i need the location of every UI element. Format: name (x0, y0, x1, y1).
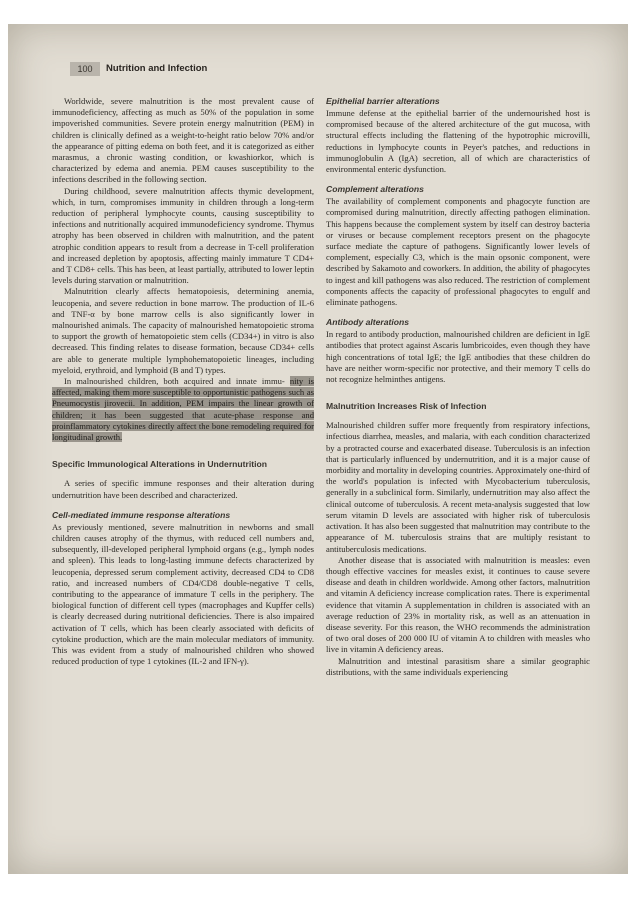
heading-epithelial-barrier: Epithelial barrier alterations (326, 96, 440, 106)
document-page (8, 24, 628, 874)
paragraph-malnutrition-overview: Worldwide, severe malnutrition is the most prevalent cause of immunodeficiency, affecting as much as 50% of the population in some impoverished communities. Severe protein energy malnutrition (PEM) in children is clinically defined as a weight-to-height ratio below 70% and/or the appearance of pitting edema on both feet, and it is categorized as either marasmus, a chronic wasting condition, or kwashiorkor, which is characterized by edema and anemia. PEM causes susceptibility to the infections described in the following section. (52, 96, 314, 185)
heading-cell-mediated: Cell-mediated immune response alterations (52, 509, 231, 520)
right-column (326, 96, 590, 678)
paragraph-epithelial-barrier: Immune defense at the epithelial barrier of the undernourished host is compromised because of the altered architecture of the gut mucosa, with structural effects including the flattening of the hypotrophic microvilli, reductions in lymphocyte counts in Peyer's patches, and reductions in immunoglobulin A (IgA) secretion, all of which are characteristics of environmental enteric dysfunction. (326, 108, 590, 175)
paragraph-measles: Another disease that is associated with malnutrition is measles: even though effective vaccines for measles exist, it continues to cause severe disease and death in children worldwide. Among other factors, malnutrition and vitamin A deficiency increase complication rates. There is experimental evidence that vitamin A supplementation in children is associated with an average reduction of 23% in mortality risk, as well as an attenuation in disease severity. For this reason, the WHO recommends the administration of two oral doses of 200 000 IU of vitamin A to children with measles who live in vitamin A deficiency areas. (326, 554, 590, 655)
paragraph-complement: The availability of complement components and phagocyte function are compromised during malnutrition, directly affecting pathogen elimination. This happens because the complement system by itself can destroy bacteria or viruses or because complement receptors present on the phagocyte surface mediate the capture of pathogens. Significantly lower levels of complement, especially C3, which is the main opsonic component, were described by Sakamoto and coworkers. In addition, the ability of phagocytes to ingest and kill pathogens was also reduced. The restriction of complement components affects the capacity of professional phagocytes to engulf and eliminate pathogens. (326, 196, 590, 308)
page-number: 100 (70, 62, 100, 76)
heading-antibody: Antibody alterations (326, 317, 410, 328)
heading-specific-immunological-alterations: Specific Immunological Alterations in Undernutrition (52, 459, 268, 470)
left-column (52, 96, 314, 667)
heading-malnutrition-infection-risk: Malnutrition Increases Risk of Infection (326, 401, 487, 412)
paragraph-antibody: In regard to antibody production, malnourished children are deficient in IgE antibodies that protect against Ascaris lumbricoides, even though they have high concentrations of total IgE; the IgE antibodies that these children do have are neither worm-specific nor protective, and their memory T cells do not recognize helminthes antigens. (326, 329, 590, 385)
text-line: In malnourished children, both acquired and innate immu- (64, 376, 285, 387)
highlighted-text: nity is affected, making them more susceptible to opportunistic pathogens such as Pneumocystis jirovecii. In addition, PEM impairs the linear growth of children; it has been suggested that acute-phase response and proinflammatory cytokines directly affect the bone remodeling required for longitudinal growth. (52, 376, 315, 443)
heading-complement: Complement alterations (326, 184, 424, 195)
paragraph-childhood-thymus: During childhood, severe malnutrition affects thymic development, which, in turn, compromises immunity in children through a long-term reduction of peripheral lymphocyte counts, causing susceptibility to infections and nutritionally acquired immunodeficiency syndrome. Thymus atrophy has been observed in children with malnutrition, and the patent atrophic condition appears to result from a decrease in T-cell proliferation and increased depletion by apoptosis, affecting mainly immature T CD4+ and T CD8+ cells. This has been, at least partially, attributed to lower leptin levels during starvation or malnutrition. (52, 185, 314, 286)
paragraph-cell-mediated: As previously mentioned, severe malnutrition in newborns and small children causes atrophy of the thymus, with reduced cell numbers and, subsequently, ill-developed peripheral lymphoid organs (e.g., lymph nodes and spleen). This leads to long-lasting immune defects characterized by leucopenia, depressed serum complement activity, decreased CD4 to CD8 ratio, and increased numbers of CD4/CD8 double-negative T cells, contributing to the appearance of immature T cells in the periphery. The biological function of different cell types (macrophages and Kupffer cells) is clearly decreased during nutritional deficiencies. There is also impaired activation of T cells, which has been clearly associated with deficits of cytokine production, which are the main molecular mediators of immunity. This was evident from a study of malnourished children who showed reduced production of type 1 cytokines (IL-2 and IFN-γ). (52, 521, 314, 667)
running-title: Nutrition and Infection (106, 63, 208, 74)
paragraph-parasitism: Malnutrition and intestinal parasitism share a similar geographic distributions, with the same individuals experiencing (326, 655, 590, 677)
paragraph-specific-responses: A series of specific immune responses and their alteration during undernutrition have been described and characterized. (52, 478, 314, 500)
paragraph-acquired-innate-immunity (52, 376, 314, 443)
paragraph-infection-risk: Malnourished children suffer more frequently from respiratory infections, infectious diarrhea, measles, and malaria, with each condition characterized by a protracted course and exacerbated disease. Tuberculosis is an infection that is particularly influenced by undernutrition, and it is a major cause of morbidity and mortality in developing countries. Approximately one-third of the world's population is infected with Mycobacterium tuberculosis, generally in a subclinical form. Similarly, undernutrition may also affect the clinical outcome of tuberculosis. A recent meta-analysis suggested that low serum vitamin D levels are associated with higher risk of tuberculosis activation. It has also been suggested that malnutrition may contribute to the appearance of M. tuberculosis strains that are multiply resistant to antituberculosis medications. (326, 420, 590, 554)
paragraph-hematopoiesis: Malnutrition clearly affects hematopoiesis, determining anemia, leucopenia, and severe reduction in bone marrow. The production of IL-6 and TNF-α by bone marrow cells is also significantly lower in malnourished animals. The capacity of malnourished hematopoietic stroma to support the growth of hematopoietic stem cells (CD34+) in vitro is also decreased. This finding relates to disease formation, because CD34+ cells are able to generate multiple lymphohematopoietic lineages, including myeloid, erythroid, and lymphoid (B and T) types. (52, 286, 314, 375)
